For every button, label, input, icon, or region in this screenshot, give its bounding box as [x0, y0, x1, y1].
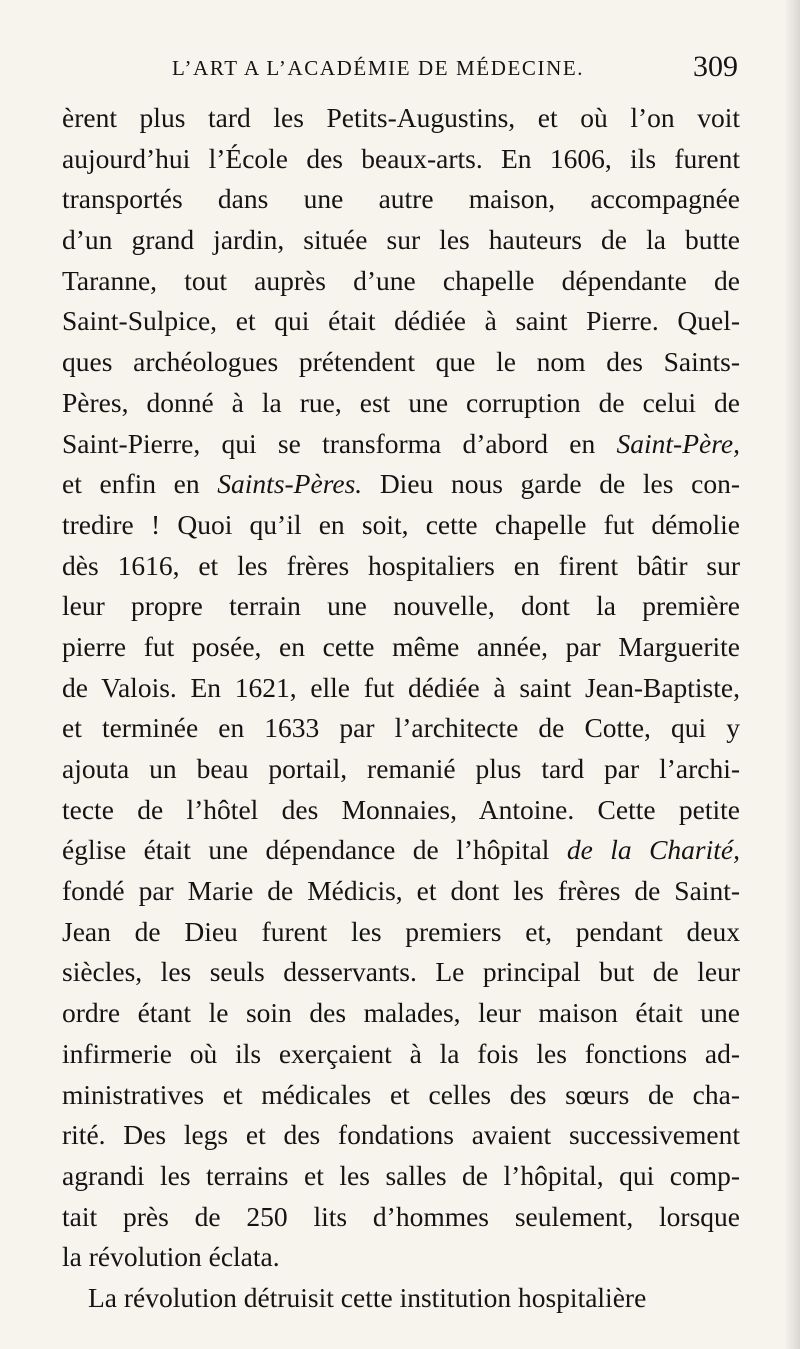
- text-run: Jean de Dieu furent les premiers et, pendant deux: [62, 915, 740, 947]
- text-line: [62, 830, 740, 871]
- text-line: [62, 586, 740, 627]
- text-line: [62, 627, 740, 668]
- text-line: [62, 1075, 740, 1116]
- page-number: 309: [693, 50, 738, 83]
- text-run: tait près de 250 lits d’hommes seulement, lorsque: [62, 1200, 740, 1232]
- text-run: ques archéologues prétendent que le nom des Saints-: [62, 346, 740, 378]
- text-line: [62, 871, 740, 912]
- page-edge-shadow: [784, 0, 800, 1349]
- text-run: La révolution détruisit cette institution hospitalière: [88, 1281, 647, 1313]
- italic-text: de la Charité,: [566, 834, 740, 866]
- paragraph: [62, 1278, 740, 1319]
- text-run: transportés dans une autre maison, accompagnée: [62, 183, 740, 215]
- text-line: [62, 993, 740, 1034]
- text-run: Pères, donné à la rue, est une corruption de celui de: [62, 386, 740, 418]
- text-line: [62, 912, 740, 953]
- text-run: la révolution éclata.: [62, 1241, 280, 1273]
- text-line: [62, 1278, 740, 1319]
- text-line: [62, 790, 740, 831]
- text-run: tredire ! Quoi qu’il en soit, cette chapelle fut démolie: [62, 508, 740, 540]
- text-run: et terminée en 1633 par l’architecte de Cotte, qui y: [62, 712, 740, 744]
- text-line: [62, 424, 740, 465]
- text-run: Dieu nous garde de les con-: [362, 468, 740, 500]
- text-run: infirmerie où ils exerçaient à la fois les fonctions ad-: [62, 1037, 740, 1069]
- text-line: [62, 220, 740, 261]
- text-run: pierre fut posée, en cette même année, par Marguerite: [62, 630, 740, 662]
- text-run: aujourd’hui l’École des beaux-arts. En 1606, ils furent: [62, 142, 740, 174]
- text-line: [62, 383, 740, 424]
- text-run: siècles, les seuls desservants. Le principal but de leur: [62, 956, 740, 988]
- text-line: [62, 139, 740, 180]
- body-text: [62, 98, 740, 1319]
- text-line: [62, 261, 740, 302]
- text-run: et enfin en: [62, 468, 218, 500]
- italic-text: Saint-Père,: [616, 427, 740, 459]
- text-line: [62, 708, 740, 749]
- text-run: fondé par Marie de Médicis, et dont les frères de Saint-: [62, 875, 740, 907]
- text-run: Saint-Sulpice, et qui était dédiée à saint Pierre. Quel-: [62, 305, 740, 337]
- text-line: [62, 98, 740, 139]
- text-line: [62, 668, 740, 709]
- text-line: [62, 1197, 740, 1238]
- text-run: Taranne, tout auprès d’une chapelle dépendante de: [62, 264, 740, 296]
- text-run: d’un grand jardin, située sur les hauteurs de la butte: [62, 224, 740, 256]
- text-run: tecte de l’hôtel des Monnaies, Antoine. Cette petite: [62, 793, 740, 825]
- text-run: de Valois. En 1621, elle fut dédiée à saint Jean-Baptiste,: [62, 671, 740, 703]
- text-run: église était une dépendance de l’hôpital: [62, 834, 567, 866]
- text-run: ordre étant le soin des malades, leur maison était une: [62, 997, 740, 1029]
- text-line: [62, 1034, 740, 1075]
- text-run: ministratives et médicales et celles des sœurs de cha-: [62, 1078, 740, 1110]
- text-run: èrent plus tard les Petits-Augustins, et où l’on voit: [62, 102, 740, 133]
- running-head: L’ART A L’ACADÉMIE DE MÉDECINE.: [172, 56, 585, 80]
- text-line: [62, 179, 740, 220]
- text-run: rité. Des legs et des fondations avaient successivement: [62, 1119, 740, 1151]
- text-run: Saint-Pierre, qui se transforma d’abord en: [62, 427, 617, 459]
- text-run: leur propre terrain une nouvelle, dont la première: [62, 590, 740, 622]
- text-line: [62, 749, 740, 790]
- text-run: dès 1616, et les frères hospitaliers en firent bâtir sur: [62, 549, 740, 581]
- text-line: [62, 1237, 740, 1278]
- text-run: ajouta un beau portail, remanié plus tard par l’archi-: [62, 753, 740, 784]
- text-line: [62, 546, 740, 587]
- text-line: [62, 1156, 740, 1197]
- text-line: [62, 301, 740, 342]
- page-header: [62, 46, 738, 92]
- text-line: [62, 1115, 740, 1156]
- text-line: [62, 952, 740, 993]
- italic-text: Saints-Pères.: [217, 468, 363, 500]
- text-run: agrandi les terrains et les salles de l’hôpital, qui comp-: [62, 1159, 740, 1191]
- text-line: [62, 505, 740, 546]
- text-line: [62, 342, 740, 383]
- text-line: [62, 464, 740, 505]
- paragraph: [62, 98, 740, 1278]
